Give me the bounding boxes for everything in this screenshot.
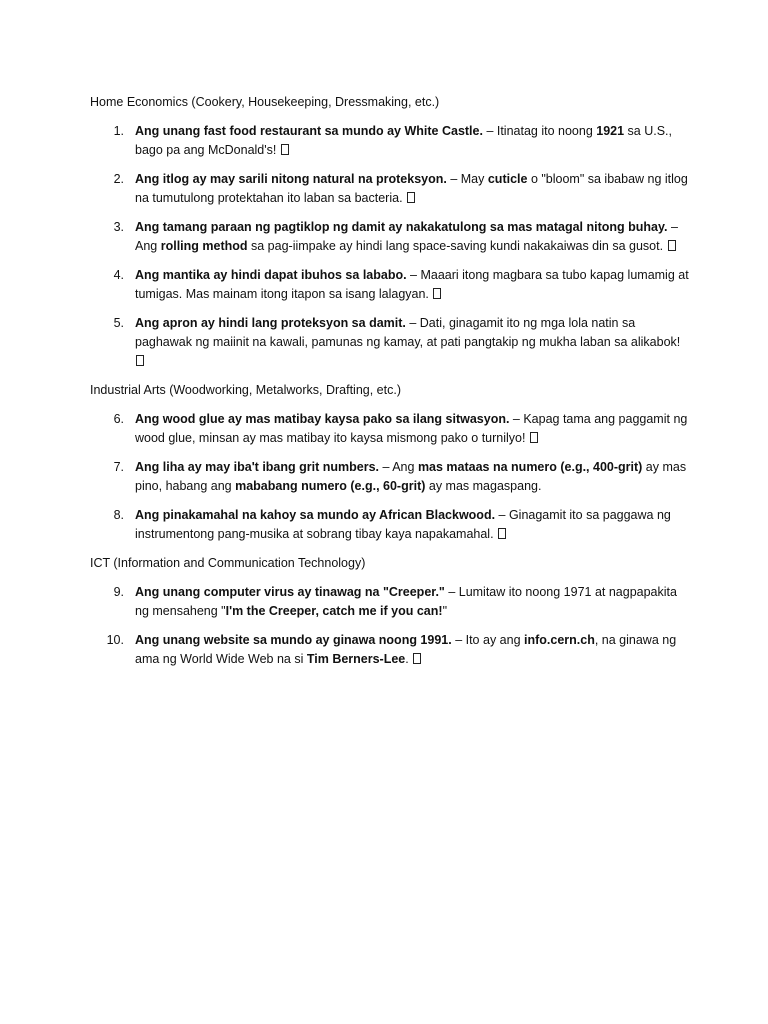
body-text: ay mas magaspang. (425, 479, 542, 493)
bold-text: 1921 (596, 124, 625, 138)
body-text: – Ang (135, 220, 678, 253)
list-item-number: 1. (113, 124, 124, 138)
list-item-number: 8. (113, 508, 124, 522)
body-text: – Maaari itong magbara sa tubo kapag lumamig at tumigas. Mas mainam itong itapon sa isang lalagyan. (135, 268, 689, 301)
bold-text: Ang tamang paraan ng pagtiklop ng damit ay nakakatulong sa mas matagal nitong buhay. (135, 220, 668, 234)
bold-text: Tim Berners-Lee (306, 652, 406, 666)
bold-text: Ang wood glue ay mas matibay kaysa pako sa ilang sitwasyon. (135, 412, 510, 426)
body-text: – Ginagamit ito sa paggawa ng instrumentong pang-musika at sobrang tibay kaya napakamahal. (135, 508, 671, 541)
body-text: , na ginawa ng ama ng World Wide Web na si (135, 633, 677, 666)
missing-emoji-icon (668, 240, 676, 251)
list-item-text (135, 172, 688, 205)
bold-text: rolling method (160, 239, 248, 253)
bold-text: cuticle (487, 172, 528, 186)
bold-text: info.cern.ch (524, 633, 595, 647)
list-item-number: 7. (113, 460, 124, 474)
list-item-number: 5. (113, 316, 124, 330)
bold-text: mas mataas na numero (e.g., 400-grit) (417, 460, 643, 474)
list-item-text (135, 633, 676, 666)
missing-emoji-icon (407, 192, 415, 203)
bold-text: mababang numero (e.g., 60-grit) (235, 479, 426, 493)
bold-text: Ang mantika ay hindi dapat ibuhos sa lababo. (135, 268, 407, 282)
body-text: – Ito ay ang (451, 633, 524, 647)
list-item-number: 9. (113, 585, 124, 599)
section-heading: Industrial Arts (Woodworking, Metalworks, Drafting, etc.) (90, 383, 401, 397)
body-text: sa U.S., bago pa ang McDonald's! (135, 124, 672, 157)
list-item (90, 506, 690, 544)
list-item (90, 218, 690, 256)
list-item (90, 458, 690, 496)
list-item (90, 122, 690, 160)
list-item-text (135, 585, 677, 618)
body-text: . (405, 652, 413, 666)
fact-list (90, 122, 690, 371)
list-item-number: 6. (113, 412, 124, 426)
bold-text: Ang apron ay hindi lang proteksyon sa damit. (135, 316, 406, 330)
bold-text: I'm the Creeper, catch me if you can! (225, 604, 443, 618)
list-item-text (135, 460, 686, 493)
section-heading: ICT (Information and Communication Technology) (90, 556, 366, 570)
list-item (90, 266, 690, 304)
list-item-text (135, 124, 672, 157)
fact-list (90, 583, 690, 669)
list-item-number: 2. (113, 172, 124, 186)
list-item-text (135, 268, 689, 301)
list-item (90, 410, 690, 448)
missing-emoji-icon (433, 288, 441, 299)
bold-text: Ang unang fast food restaurant sa mundo ay White Castle. (135, 124, 483, 138)
list-item (90, 631, 690, 669)
list-item-text (135, 316, 680, 368)
bold-text: Ang pinakamahal na kahoy sa mundo ay African Blackwood. (135, 508, 496, 522)
list-item (90, 583, 690, 621)
body-text: " (442, 604, 447, 618)
missing-emoji-icon (530, 432, 538, 443)
body-text: o "bloom" sa ibabaw ng itlog na tumutulong protektahan ito laban sa bacteria. (135, 172, 688, 205)
missing-emoji-icon (136, 355, 144, 366)
list-item-number: 10. (106, 633, 124, 647)
bold-text: Ang itlog ay may sarili nitong natural na proteksyon. (135, 172, 447, 186)
list-item-number: 4. (113, 268, 124, 282)
missing-emoji-icon (281, 144, 289, 155)
body-text: – Kapag tama ang paggamit ng wood glue, minsan ay mas matibay ito kaysa mismong pako o turnilyo! (135, 412, 688, 445)
list-item-text (135, 508, 671, 541)
body-text: ay mas pino, habang ang (135, 460, 687, 493)
fact-list (90, 410, 690, 544)
body-text: – Itinatag ito noong (482, 124, 597, 138)
section-heading: Home Economics (Cookery, Housekeeping, Dressmaking, etc.) (90, 95, 440, 109)
bold-text: Ang liha ay may iba't ibang grit numbers. (135, 460, 379, 474)
body-text: – May (446, 172, 488, 186)
missing-emoji-icon (498, 528, 506, 539)
body-text: – Dati, ginagamit ito ng mga lola natin sa paghawak ng maiinit na kawali, pamunas ng kamay, at pati pangtakip ng mukha laban sa alikabok! (135, 316, 681, 349)
list-item (90, 314, 690, 371)
body-text: – Ang (379, 460, 418, 474)
list-item (90, 170, 690, 208)
body-text: sa pag-iimpake ay hindi lang space-saving kundi nakakaiwas din sa gusot. (247, 239, 667, 253)
list-item-number: 3. (113, 220, 124, 234)
bold-text: Ang unang computer virus ay tinawag na "Creeper." (135, 585, 445, 599)
list-item-text (135, 220, 678, 253)
body-text: – Lumitaw ito noong 1971 at nagpapakita ng mensaheng " (135, 585, 677, 618)
missing-emoji-icon (413, 653, 421, 664)
bold-text: Ang unang website sa mundo ay ginawa noong 1991. (135, 633, 452, 647)
document-body (90, 93, 690, 679)
list-item-text (135, 412, 687, 445)
